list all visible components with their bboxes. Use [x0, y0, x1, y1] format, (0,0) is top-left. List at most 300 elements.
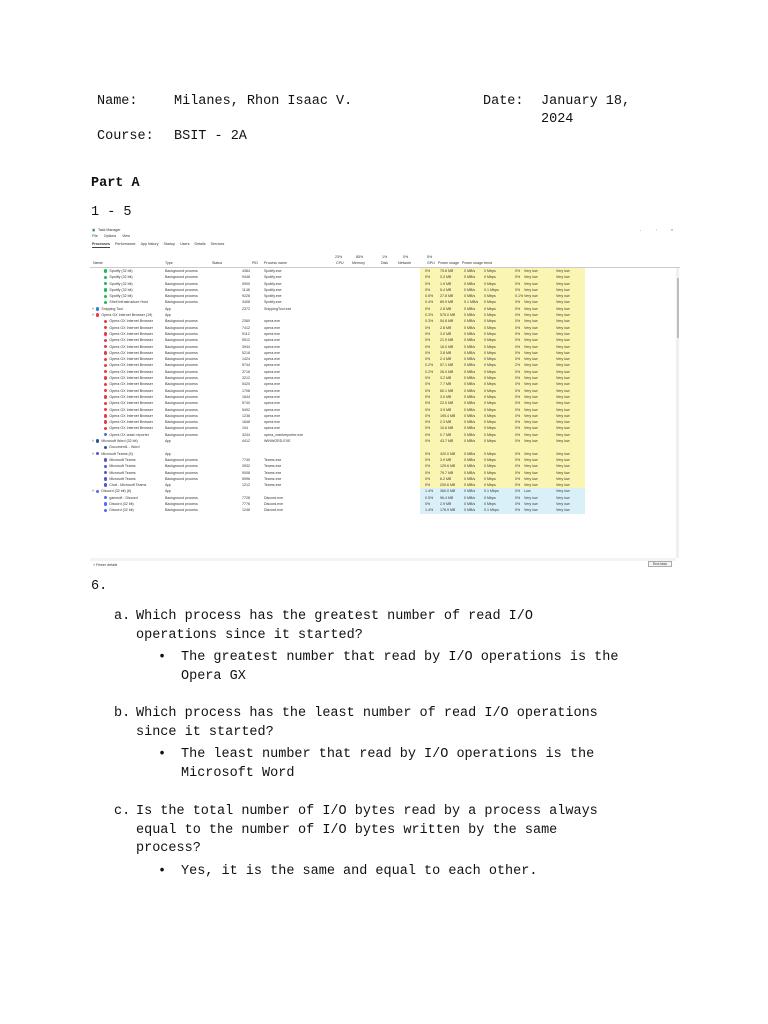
process-name-text: Opera GX Internet Browser [109, 344, 153, 349]
tm-minimize-button[interactable]: - [640, 228, 642, 232]
process-gpu-cell: 0% [515, 476, 521, 481]
process-name-text: Snipping Tool [101, 306, 123, 311]
process-pid-cell: 4384 [242, 269, 250, 273]
process-trend-cell: Very low [556, 319, 570, 324]
process-cpu-cell: 1.4% [425, 489, 434, 494]
process-disk-cell: 0 MB/s [464, 382, 476, 387]
process-trend-cell: Very low [556, 426, 570, 431]
process-trend-cell: Very low [556, 483, 570, 488]
process-type-cell: Background process [165, 470, 198, 475]
process-proc-cell: Teams.exe [264, 470, 282, 475]
process-pid-cell: 3244 [242, 432, 250, 437]
process-gpu-cell: 0% [515, 432, 521, 437]
process-power-cell: Very low [524, 300, 538, 305]
process-pid-cell: 1424 [242, 357, 250, 362]
process-cpu-cell: 0% [425, 464, 431, 469]
process-type-cell: Background process [165, 325, 198, 330]
process-cpu-cell: 0% [425, 269, 431, 273]
question-letter: c. [114, 804, 131, 819]
process-net-cell: 0 Mbps [484, 306, 496, 311]
process-proc-cell: opera.exe [264, 350, 280, 355]
process-net-cell: 0 Mbps [484, 388, 496, 393]
metric-disk-percent: 1% [382, 255, 388, 259]
col-pid[interactable]: PID [252, 261, 258, 265]
tm-close-button[interactable]: × [671, 228, 674, 232]
process-proc-cell: opera.exe [264, 376, 280, 381]
process-power-cell: Very low [524, 457, 538, 462]
process-proc-cell: opera.exe [264, 369, 280, 374]
metric-memory-percent: 85% [356, 255, 364, 259]
process-mem-cell: 3.9 MB [440, 457, 452, 462]
process-name-text: Opera GX Internet Browser [109, 319, 153, 324]
process-cpu-cell: 0% [425, 501, 431, 506]
menu-file[interactable]: File [92, 234, 98, 238]
process-trend-cell: Very low [556, 294, 570, 299]
process-mem-cell: 3.8 MB [440, 350, 452, 355]
process-name-text: Discord (32 bit) [109, 508, 134, 513]
process-name-text: Opera GX Internet Browser [109, 394, 153, 399]
process-name-text: Opera GX Internet Browser [109, 363, 153, 368]
process-gpu-cell: 0% [515, 413, 521, 418]
process-pid-cell: 1236 [242, 413, 250, 418]
tab-startup[interactable]: Startup [163, 242, 176, 246]
expand-chevron-icon[interactable]: ˅ [92, 313, 95, 318]
process-type-cell: App [165, 483, 172, 488]
process-proc-cell: opera.exe [264, 420, 280, 425]
course-label: Course: [97, 129, 154, 144]
process-app-icon [104, 364, 107, 367]
process-cpu-cell: 0% [425, 344, 431, 349]
process-mem-cell: 2.8 MB [440, 306, 452, 311]
date-label: Date: [483, 94, 524, 109]
process-mem-cell: 75.6 MB [440, 269, 454, 273]
tm-scroll-thumb[interactable] [677, 278, 679, 338]
process-app-icon [104, 414, 107, 417]
tm-tabbar [92, 242, 224, 248]
process-net-cell: 0 Mbps [484, 363, 496, 368]
process-pid-cell: 9112 [242, 331, 250, 336]
process-power-cell: Very low [524, 331, 538, 336]
process-type-cell: Background process [165, 294, 198, 299]
process-proc-cell: opera.exe [264, 388, 280, 393]
process-net-cell: 0 Mbps [484, 457, 496, 462]
process-mem-cell: 129.6 MB [440, 464, 456, 469]
process-cpu-cell: 0% [425, 281, 431, 286]
process-cpu-cell: 0% [425, 476, 431, 481]
tab-users[interactable]: Users [180, 242, 190, 246]
process-type-cell: Background process [165, 495, 198, 500]
process-pid-cell: 5512 [242, 338, 250, 343]
process-type-cell: Background process [165, 501, 198, 506]
name-value: Milanes, Rhon Isaac V. [174, 94, 353, 109]
process-disk-cell: 0 MB/s [464, 269, 476, 273]
metric-network-label[interactable]: Network [398, 261, 412, 265]
process-pid-cell: 5744 [242, 363, 250, 368]
process-proc-cell: opera.exe [264, 319, 280, 324]
process-cpu-cell: 0% [425, 350, 431, 355]
process-app-icon [104, 301, 107, 304]
process-power-cell: Very low [524, 407, 538, 412]
process-app-icon [104, 465, 107, 468]
expand-chevron-icon[interactable]: ˅ [92, 451, 95, 456]
process-app-icon [104, 446, 107, 449]
process-proc-cell: opera.exe [264, 331, 280, 336]
process-proc-cell: opera.exe [264, 357, 280, 362]
process-net-cell: 0 Mbps [484, 338, 496, 343]
process-proc-cell: Spotify.exe [264, 269, 282, 273]
process-type-cell: Background process [165, 338, 198, 343]
process-mem-cell: 1.9 MB [440, 281, 452, 286]
col-power-usage[interactable]: Power usage [438, 261, 459, 265]
process-net-cell: 0 Mbps [484, 319, 496, 324]
process-gpu-cell: 0.1% [515, 294, 524, 299]
process-mem-cell: 3.0 MB [440, 394, 452, 399]
process-disk-cell: 0 MB/s [464, 319, 476, 324]
process-pid-cell: 3932 [242, 464, 250, 469]
process-trend-cell: Very low [556, 275, 570, 280]
metric-cpu-label[interactable]: CPU [336, 261, 344, 265]
process-app-icon [104, 288, 107, 291]
process-name-text: Spotify (32 bit) [109, 275, 133, 280]
process-type-cell: Background process [165, 300, 198, 305]
process-gpu-cell: 0% [515, 357, 521, 362]
process-net-cell: 0 Mbps [484, 300, 496, 305]
process-proc-cell: opera.exe [264, 407, 280, 412]
process-type-cell: Background process [165, 401, 198, 406]
process-pid-cell: 9228 [242, 294, 250, 299]
process-proc-cell: opera.exe [264, 401, 280, 406]
process-app-icon [104, 383, 107, 386]
process-cpu-cell: 0.2% [425, 363, 434, 368]
process-mem-cell: 200.6 MB [440, 483, 456, 488]
process-app-icon [96, 313, 99, 316]
process-disk-cell: 0 MB/s [464, 420, 476, 425]
tab-details[interactable]: Details [194, 242, 206, 246]
part-title: Part A [91, 176, 140, 191]
col-status[interactable]: Status [212, 261, 223, 265]
process-type-cell: Background process [165, 357, 198, 362]
process-cpu-cell: 0% [425, 376, 431, 381]
process-cpu-cell: 0.5% [425, 495, 434, 500]
process-disk-cell: 0 MB/s [464, 489, 476, 494]
process-app-icon [104, 420, 107, 423]
process-proc-cell: opera.exe [264, 382, 280, 387]
tm-maximize-button[interactable]: ▫ [656, 228, 658, 232]
process-mem-cell: 360.0 MB [440, 489, 456, 494]
expand-chevron-icon[interactable]: ˅ [92, 306, 95, 311]
question-text: Which process has the least number of read I/O operations [136, 706, 598, 721]
process-pid-cell: 5216 [242, 350, 250, 355]
process-power-cell: Very low [524, 269, 538, 273]
expand-chevron-icon[interactable]: ˅ [92, 439, 95, 444]
process-trend-cell: Very low [556, 407, 570, 412]
process-proc-cell: Discord.exe [264, 495, 283, 500]
menu-view[interactable]: View [122, 234, 130, 238]
col-type[interactable]: Type [165, 261, 173, 265]
fewer-details-link[interactable] [93, 562, 117, 567]
process-disk-cell: 0 MB/s [464, 457, 476, 462]
col-power-trend[interactable]: Power usage trend [462, 261, 493, 265]
process-gpu-cell: 0% [515, 439, 521, 444]
tm-vertical-scrollbar[interactable] [676, 268, 679, 558]
tab-services[interactable]: Services [210, 242, 225, 246]
process-gpu-cell: 0% [515, 470, 521, 475]
process-app-icon [104, 427, 107, 430]
process-app-icon [104, 471, 107, 474]
process-disk-cell: 0 MB/s [464, 281, 476, 286]
process-gpu-cell: 0% [515, 483, 521, 488]
tm-process-list [90, 268, 676, 514]
process-disk-cell: 0 MB/s [464, 483, 476, 488]
process-net-cell: 0.1 Mbps [484, 508, 499, 513]
process-cpu-cell: 0% [425, 470, 431, 475]
process-trend-cell: Very low [556, 413, 570, 418]
process-name-text: Opera GX Internet Browser [109, 369, 153, 374]
process-trend-cell: Very low [556, 388, 570, 393]
process-gpu-cell: 0% [515, 287, 521, 292]
process-proc-cell: Teams.exe [264, 457, 282, 462]
expand-chevron-icon[interactable]: ˅ [92, 489, 95, 494]
process-gpu-cell: 0% [515, 508, 521, 513]
end-task-button[interactable]: End task [648, 561, 672, 567]
process-name-text: Discord (32 bit) [109, 501, 134, 506]
process-name-text: Opera GX crash reporter [109, 432, 149, 437]
process-cpu-cell: 0% [425, 420, 431, 425]
tab-app-history[interactable]: App history [140, 242, 159, 246]
process-disk-cell: 0 MB/s [464, 470, 476, 475]
process-disk-cell: 0 MB/s [464, 331, 476, 336]
answer-text: Yes, it is the same and equal to each other. [181, 863, 538, 879]
tm-titlebar [90, 225, 680, 234]
process-power-cell: Very low [524, 313, 538, 318]
process-trend-cell: Very low [556, 338, 570, 343]
tm-menubar [92, 234, 130, 240]
process-cpu-cell: 0.4% [425, 300, 434, 305]
process-disk-cell: 0 MB/s [464, 426, 476, 431]
process-power-cell: Very low [524, 369, 538, 374]
process-gpu-cell: 0% [515, 344, 521, 349]
process-gpu-cell: 0% [515, 407, 521, 412]
process-net-cell: 0 Mbps [484, 394, 496, 399]
process-trend-cell: Very low [556, 394, 570, 399]
process-cpu-cell: 0.5% [425, 294, 434, 299]
process-disk-cell: 0 MB/s [464, 407, 476, 412]
process-name-cell [104, 507, 172, 513]
process-gpu-cell: 0% [515, 501, 521, 506]
process-power-cell: Very low [524, 501, 538, 506]
process-app-icon [104, 389, 107, 392]
process-trend-cell: Very low [556, 470, 570, 475]
col-process-name[interactable]: Process name [264, 261, 287, 265]
process-mem-cell: 6.2 MB [440, 476, 452, 481]
process-mem-cell: 21.9 MB [440, 338, 454, 343]
process-cpu-cell: 0% [425, 338, 431, 343]
process-gpu-cell: 0% [515, 495, 521, 500]
process-app-icon [104, 376, 107, 379]
process-mem-cell: 178.9 MB [440, 508, 456, 513]
process-proc-cell: Teams.exe [264, 476, 282, 481]
process-net-cell: 0 Mbps [484, 331, 496, 336]
process-name-text: Opera GX Internet Browser [109, 413, 153, 418]
process-net-cell: 0 Mbps [484, 344, 496, 349]
chevron-up-icon: ˄ [93, 563, 96, 567]
process-power-cell: Very low [524, 508, 538, 513]
process-power-cell: Very low [524, 432, 538, 437]
process-app-icon [96, 452, 99, 455]
process-power-cell: Very low [524, 394, 538, 399]
question-letter: b. [114, 706, 131, 721]
process-net-cell: 0 Mbps [484, 464, 496, 469]
process-net-cell: 0 Mbps [484, 439, 496, 444]
process-gpu-cell: 0% [515, 382, 521, 387]
process-cpu-cell: 1.4% [425, 508, 434, 513]
process-net-cell: 0 Mbps [484, 483, 496, 488]
process-type-cell: Background process [165, 281, 198, 286]
process-pid-cell: 4412 [242, 439, 250, 444]
process-proc-cell: Spotify.exe [264, 294, 282, 299]
process-row[interactable] [90, 507, 676, 513]
process-power-cell: Very low [524, 275, 538, 280]
process-app-icon [104, 370, 107, 373]
process-type-cell: Background process [165, 287, 198, 292]
process-app-icon [104, 332, 107, 335]
process-app-icon [96, 439, 99, 442]
process-power-cell: Low [524, 489, 531, 494]
process-type-cell: Background process [165, 269, 198, 273]
process-disk-cell: 0 MB/s [464, 294, 476, 299]
process-net-cell: 0 Mbps [484, 470, 496, 475]
process-type-cell: App [165, 439, 172, 444]
process-power-cell: Very low [524, 464, 538, 469]
process-proc-cell: opera.exe [264, 338, 280, 343]
process-type-cell: App [165, 489, 172, 494]
process-trend-cell: Very low [556, 382, 570, 387]
process-type-cell: Background process [165, 275, 198, 280]
process-gpu-cell: 0% [515, 269, 521, 273]
process-pid-cell: 1644 [242, 394, 250, 399]
process-disk-cell: 0 MB/s [464, 306, 476, 311]
process-pid-cell: 7412 [242, 325, 250, 330]
process-name-text: Microsoft Teams [109, 476, 136, 481]
process-power-cell: Very low [524, 401, 538, 406]
process-cpu-cell: 0% [425, 407, 431, 412]
process-power-cell: Very low [524, 388, 538, 393]
process-name-text: Opera GX Internet Browser [109, 420, 153, 425]
menu-options[interactable]: Options [103, 234, 117, 238]
process-type-cell: App [165, 306, 172, 311]
process-power-cell: Very low [524, 426, 538, 431]
tab-processes[interactable]: Processes [92, 242, 110, 246]
metric-gpu-label[interactable]: GPU [427, 261, 435, 265]
process-type-cell: Background process [165, 319, 198, 324]
process-disk-cell: 0 MB/s [464, 508, 476, 513]
process-net-cell: 0 Mbps [484, 357, 496, 362]
process-net-cell: 0 Mbps [484, 495, 496, 500]
process-trend-cell: Very low [556, 420, 570, 425]
process-disk-cell: 0 MB/s [464, 413, 476, 418]
question-text: Which process has the greatest number of read I/O [136, 609, 533, 624]
metric-disk-label[interactable]: Disk [381, 261, 388, 265]
question-letter: a. [114, 609, 131, 624]
process-net-cell: 0 Mbps [484, 401, 496, 406]
process-app-icon [104, 433, 107, 436]
process-disk-cell: 0 MB/s [464, 501, 476, 506]
process-proc-cell: Spotify.exe [264, 275, 282, 280]
process-trend-cell: Very low [556, 464, 570, 469]
process-app-icon [104, 395, 107, 398]
process-cpu-cell: 0% [425, 451, 431, 456]
answer-text: The least number that read by I/O operations is the [181, 747, 595, 762]
process-name-text: Opera GX Internet Browser [109, 357, 153, 362]
process-power-cell: Very low [524, 470, 538, 475]
process-power-cell: Very low [524, 420, 538, 425]
process-gpu-cell: 2% [515, 363, 521, 368]
tm-column-header [90, 249, 680, 268]
process-pid-cell: 7740 [242, 457, 250, 462]
process-power-cell: Very low [524, 363, 538, 368]
process-mem-cell: 3.0 MB [440, 331, 452, 336]
process-disk-cell: 0 MB/s [464, 476, 476, 481]
process-proc-cell: Teams.exe [264, 464, 282, 469]
process-type-cell: Background process [165, 420, 198, 425]
process-app-icon [104, 477, 107, 480]
tm-app-icon: ▣ [92, 228, 96, 232]
process-name-text: Chat - Microsoft Teams [109, 483, 147, 488]
metric-memory-label[interactable]: Memory [352, 261, 365, 265]
process-trend-cell: Very low [556, 451, 570, 456]
process-app-icon [104, 483, 107, 486]
process-name-text: Spotify (32 bit) [109, 287, 133, 292]
col-name[interactable]: Name [93, 261, 103, 265]
process-power-cell: Very low [524, 382, 538, 387]
process-disk-cell: 0 MB/s [464, 275, 476, 280]
process-type-cell: Background process [165, 457, 198, 462]
process-cpu-cell: 0% [425, 426, 431, 431]
process-proc-cell: opera.exe [264, 394, 280, 399]
tab-performance[interactable]: Performance [114, 242, 136, 246]
process-net-cell: 0 Mbps [484, 407, 496, 412]
process-trend-cell: Very low [556, 432, 570, 437]
process-mem-cell: 43.7 MB [440, 439, 454, 444]
process-name-text: gameoff - Discord [109, 495, 138, 500]
process-trend-cell: Very low [556, 489, 570, 494]
process-cpu-cell: 0% [425, 325, 431, 330]
answer-text: Microsoft Word [181, 766, 295, 781]
process-name-text: Microsoft Teams (5) [101, 451, 133, 456]
process-proc-cell: SnippingTool.exe [264, 306, 292, 311]
process-cpu-cell: 0% [425, 413, 431, 418]
process-cpu-cell: 0% [425, 275, 431, 280]
process-net-cell: 0 Mbps [484, 376, 496, 381]
process-type-cell: Background process [165, 426, 198, 431]
course-value: BSIT - 2A [174, 129, 247, 144]
process-type-cell: Background process [165, 476, 198, 481]
process-trend-cell: Very low [556, 331, 570, 336]
process-net-cell: 0 Mbps [484, 313, 496, 318]
process-net-cell: 0.1 Mbps [484, 489, 499, 494]
process-name-text: Microsoft Word (32 bit) [101, 439, 138, 444]
process-cpu-cell: 0% [425, 357, 431, 362]
metric-gpu-percent: 5% [427, 255, 433, 259]
process-net-cell: 0 Mbps [484, 413, 496, 418]
process-mem-cell: 27.8 MB [440, 294, 454, 299]
process-name-text: Opera GX Internet Browser [109, 331, 153, 336]
process-trend-cell: Very low [556, 476, 570, 481]
process-name-text: Shell Infrastructure Host [109, 300, 148, 305]
process-name-text: Spotify (32 bit) [109, 294, 133, 299]
process-pid-cell: 5996 [242, 476, 250, 481]
process-gpu-cell: 0% [515, 426, 521, 431]
